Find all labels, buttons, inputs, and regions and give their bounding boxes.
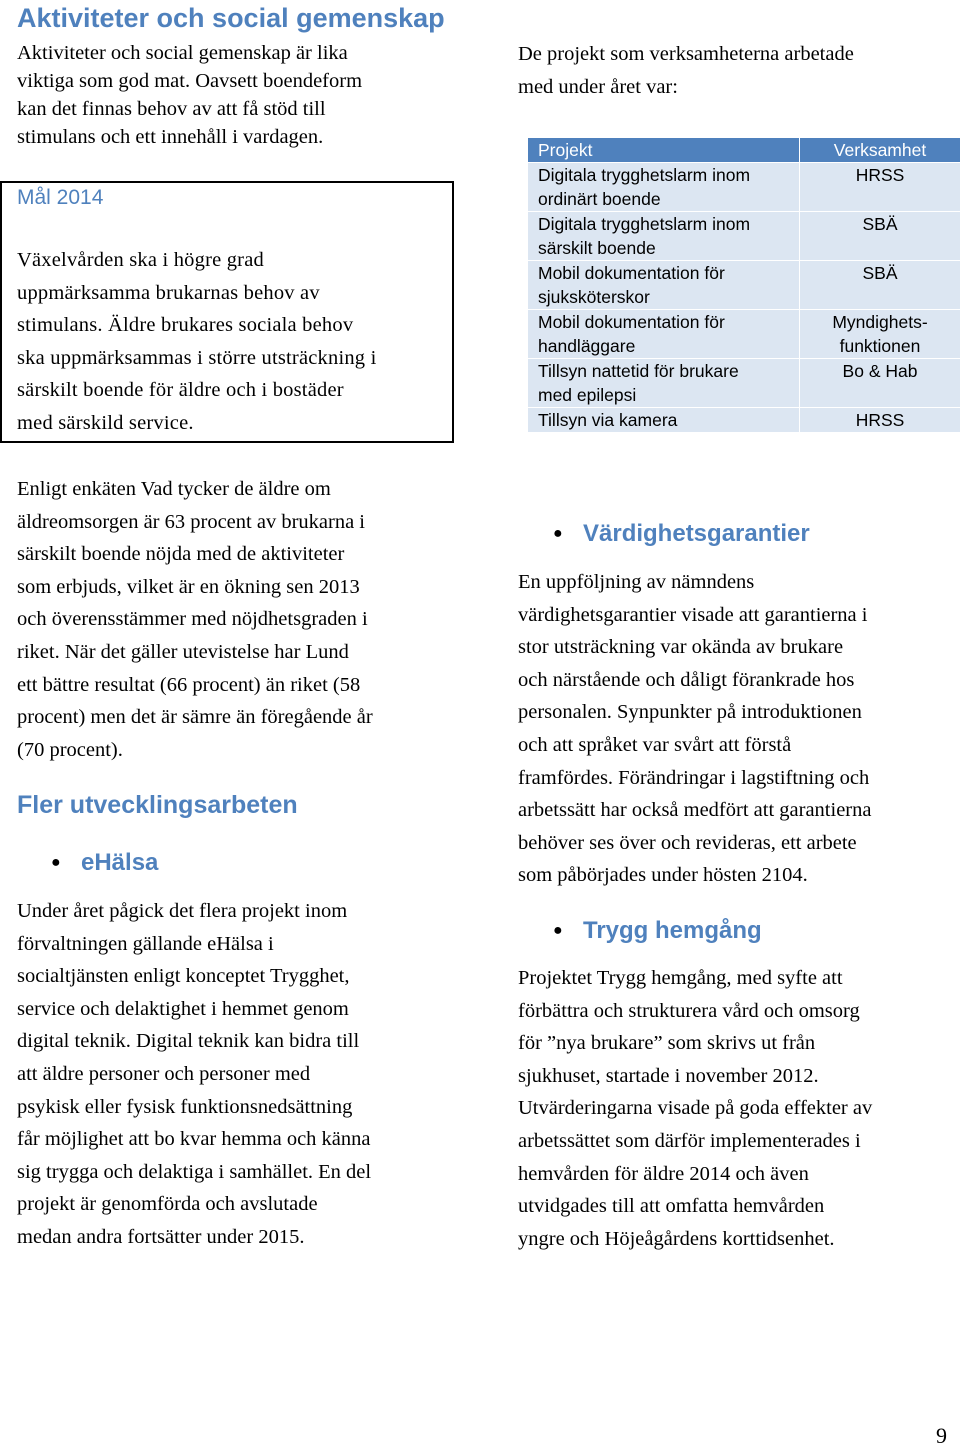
dignity-heading bbox=[553, 519, 810, 549]
survey-line: procent) men det är sämre än föregående år bbox=[17, 706, 373, 729]
dignity-line: som påbörjades under hösten 2104. bbox=[518, 864, 808, 887]
dignity-paragraph bbox=[518, 566, 958, 892]
survey-line: ett bättre resultat (66 procent) än riket (58 bbox=[17, 673, 361, 696]
unit-cell bbox=[800, 310, 960, 359]
survey-line: som erbjuds, vilket är en ökning sen 2013 bbox=[17, 575, 360, 598]
intro-line: kan det finnas behov av att få stöd till bbox=[17, 98, 326, 120]
survey-paragraph bbox=[17, 473, 467, 766]
survey-line: riket. När det gäller utevistelse har Lund bbox=[17, 640, 349, 663]
project-line: Mobil dokumentation för bbox=[538, 263, 725, 283]
table-row bbox=[528, 310, 960, 359]
section-heading: Aktiviteter och social gemenskap bbox=[17, 3, 445, 33]
ehalsa-line: projekt är genomförda och avslutade bbox=[17, 1193, 318, 1216]
dignity-line: värdighetsgarantier visade att garantierna i bbox=[518, 603, 868, 626]
trygg-paragraph bbox=[518, 962, 958, 1255]
page-number: 9 bbox=[936, 1423, 947, 1448]
project-cell bbox=[528, 212, 800, 261]
unit-line: Myndighets- bbox=[832, 312, 928, 332]
ehalsa-line: medan andra fortsätter under 2015. bbox=[17, 1225, 305, 1248]
dignity-line: framfördes. Förändringar i lagstiftning och bbox=[518, 766, 870, 789]
survey-line: Enligt enkäten Vad tycker de äldre om bbox=[17, 478, 331, 500]
projects-table bbox=[527, 137, 960, 433]
table-header-project: Projekt bbox=[528, 138, 800, 163]
bullet-icon: ● bbox=[553, 525, 563, 542]
bullet-icon: ● bbox=[51, 854, 61, 871]
ehalsa-line: digital teknik. Digital teknik kan bidra till bbox=[17, 1030, 360, 1053]
goal-line: Växelvården ska i högre grad bbox=[17, 249, 264, 271]
goal-line: särskilt boende för äldre och i bostäder bbox=[17, 379, 344, 401]
projects-intro bbox=[518, 38, 958, 103]
unit-cell: SBÄ bbox=[800, 261, 960, 310]
ehalsa-line: psykisk eller fysisk funktionsnedsättning bbox=[17, 1095, 353, 1118]
goal-text bbox=[17, 244, 451, 439]
ehalsa-heading-text: eHälsa bbox=[81, 849, 159, 876]
project-cell bbox=[528, 163, 800, 212]
survey-line: särskilt boende nöjda med de aktiviteter bbox=[17, 543, 345, 566]
ehalsa-line: socialtjänsten enligt konceptet Trygghet, bbox=[17, 965, 350, 988]
dignity-heading-text: Värdighetsgarantier bbox=[583, 520, 810, 547]
unit-cell: SBÄ bbox=[800, 212, 960, 261]
dignity-line: och att språket var svårt att förstå bbox=[518, 733, 792, 756]
trygg-line: sjukhuset, startade i november 2012. bbox=[518, 1064, 819, 1087]
project-line: Tillsyn nattetid för brukare bbox=[538, 361, 739, 381]
project-cell bbox=[528, 310, 800, 359]
project-line: handläggare bbox=[538, 336, 636, 356]
projects-intro-line: De projekt som verksamheterna arbetade bbox=[518, 43, 854, 65]
project-line: Digitala trygghetslarm inom bbox=[538, 214, 751, 234]
trygg-line: hemvården för äldre 2014 och även bbox=[518, 1162, 809, 1185]
goal-line: stimulans. Äldre brukares sociala behov bbox=[17, 314, 354, 336]
project-line: sjuksköterskor bbox=[538, 287, 650, 307]
trygg-line: Projektet Trygg hemgång, med syfte att bbox=[518, 967, 843, 989]
ehalsa-heading bbox=[51, 848, 158, 878]
table-row bbox=[528, 359, 960, 408]
bullet-icon: ● bbox=[553, 922, 563, 939]
ehalsa-line: service och delaktighet i hemmet genom bbox=[17, 997, 349, 1020]
trygg-line: yngre och Höjeågårdens korttidsenhet. bbox=[518, 1227, 835, 1250]
project-line: Mobil dokumentation för bbox=[538, 312, 725, 332]
table-header-row bbox=[528, 138, 960, 163]
trygg-line: Utvärderingarna visade på goda effekter av bbox=[518, 1097, 873, 1120]
unit-line: funktionen bbox=[839, 336, 921, 356]
unit-cell: Bo & Hab bbox=[800, 359, 960, 408]
ehalsa-line: att äldre personer och personer med bbox=[17, 1062, 311, 1085]
trygg-line: för ”nya brukare” som skrivs ut från bbox=[518, 1032, 816, 1055]
table-row bbox=[528, 408, 960, 433]
table-row bbox=[528, 261, 960, 310]
trygg-heading bbox=[553, 916, 762, 946]
dignity-line: personalen. Synpunkter på introduktionen bbox=[518, 701, 862, 724]
table-header-unit: Verksamhet bbox=[800, 138, 960, 163]
table-row bbox=[528, 212, 960, 261]
project-line: med epilepsi bbox=[538, 385, 637, 405]
project-line: ordinärt boende bbox=[538, 189, 661, 209]
dignity-line: behöver ses över och revideras, ett arbete bbox=[518, 831, 857, 854]
dignity-line: En uppföljning av nämndens bbox=[518, 571, 755, 593]
intro-paragraph bbox=[17, 39, 457, 151]
table-row bbox=[528, 163, 960, 212]
intro-line: Aktiviteter och social gemenskap är lika bbox=[17, 42, 348, 64]
goal-line: med särskild service. bbox=[17, 411, 194, 434]
ehalsa-paragraph bbox=[17, 895, 467, 1254]
trygg-line: utvidgades till att omfatta hemvården bbox=[518, 1195, 825, 1218]
project-cell: Tillsyn via kamera bbox=[528, 408, 800, 433]
ehalsa-line: förvaltningen gällande eHälsa i bbox=[17, 932, 274, 955]
ehalsa-line: får möjlighet att bo kvar hemma och känna bbox=[17, 1128, 371, 1151]
ehalsa-line: sig trygga och delaktiga i samhället. En del bbox=[17, 1160, 372, 1183]
dignity-line: stor utsträckning var okända av brukare bbox=[518, 636, 844, 659]
survey-line: (70 procent). bbox=[17, 738, 123, 761]
projects-intro-line: med under året var: bbox=[518, 75, 678, 98]
intro-line: viktiga som god mat. Oavsett boendeform bbox=[17, 70, 363, 92]
project-line: särskilt boende bbox=[538, 238, 656, 258]
dignity-line: arbetssätt har också medfört att garantierna bbox=[518, 799, 872, 822]
unit-cell: HRSS bbox=[800, 408, 960, 433]
goal-line: ska uppmärksammas i större utsträckning i bbox=[17, 346, 377, 369]
survey-line: och överensstämmer med nöjdhetsgraden i bbox=[17, 608, 368, 631]
goal-title: Mål 2014 bbox=[17, 186, 104, 209]
unit-cell: HRSS bbox=[800, 163, 960, 212]
dev-heading: Fler utvecklingsarbeten bbox=[17, 791, 298, 819]
intro-line: stimulans och ett innehåll i vardagen. bbox=[17, 126, 324, 148]
ehalsa-line: Under året pågick det flera projekt inom bbox=[17, 900, 348, 922]
survey-line: äldreomsorgen är 63 procent av brukarna i bbox=[17, 510, 365, 533]
trygg-heading-text: Trygg hemgång bbox=[583, 917, 762, 944]
goal-line: uppmärksamma brukarnas behov av bbox=[17, 281, 320, 304]
project-line: Digitala trygghetslarm inom bbox=[538, 165, 751, 185]
trygg-line: arbetssättet som därför implementerades i bbox=[518, 1129, 861, 1152]
project-cell bbox=[528, 359, 800, 408]
trygg-line: förbättra och strukturera vård och omsorg bbox=[518, 999, 860, 1022]
dignity-line: och närstående och dåligt förankrade hos bbox=[518, 668, 855, 691]
project-cell bbox=[528, 261, 800, 310]
